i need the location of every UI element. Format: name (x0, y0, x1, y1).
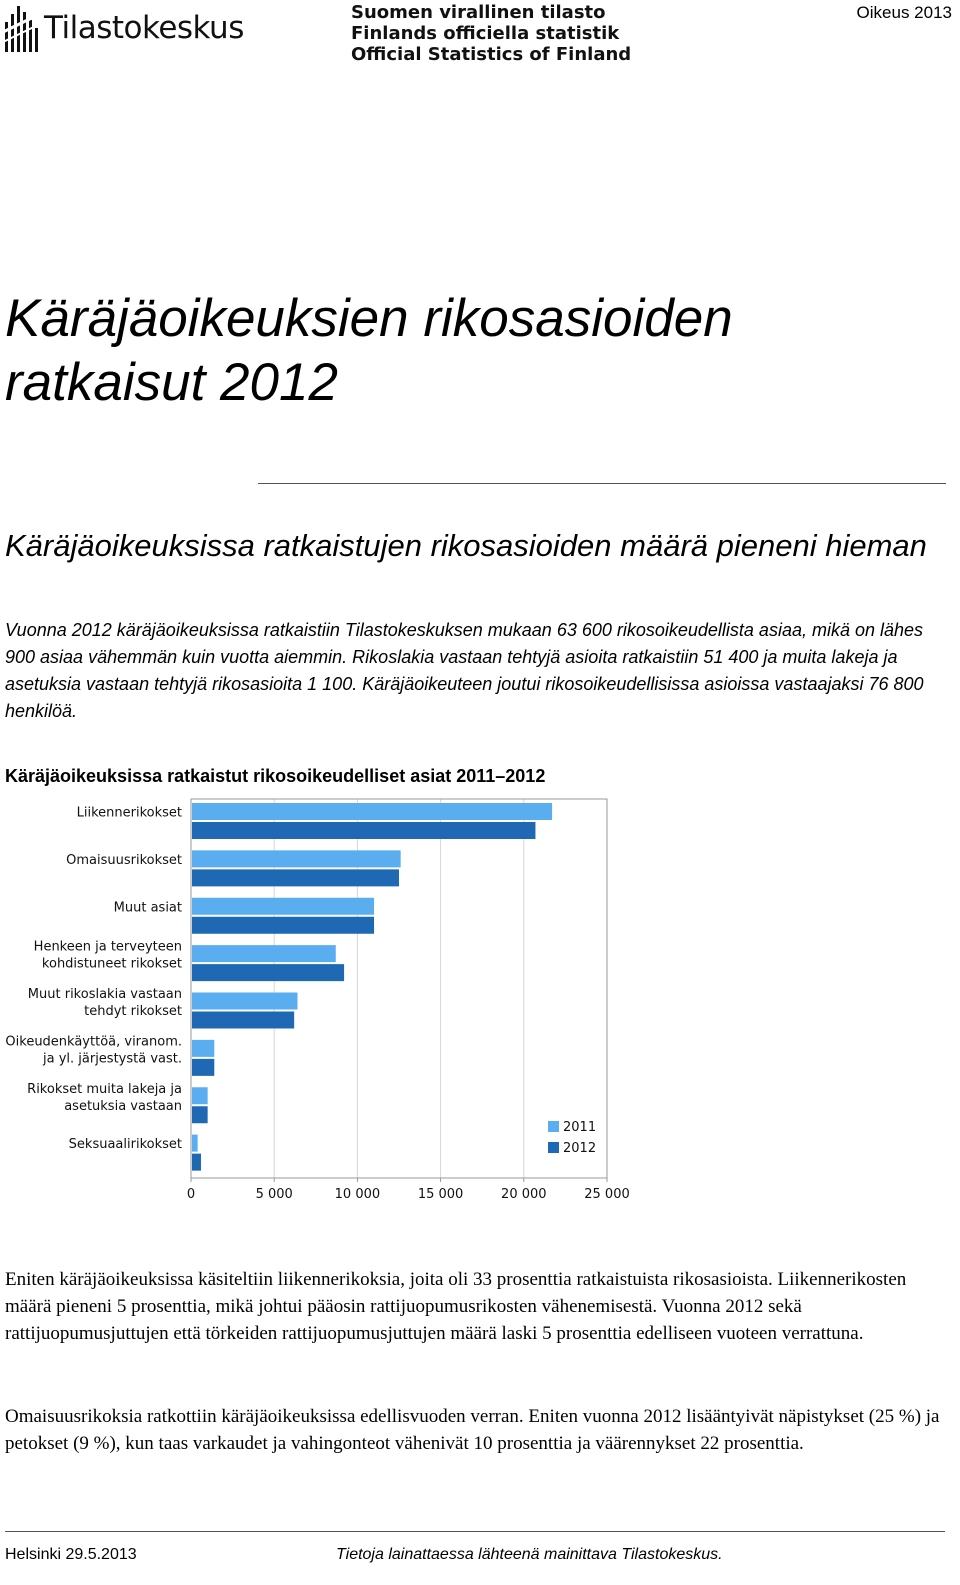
title-divider (258, 483, 946, 484)
bar-2011 (192, 993, 297, 1010)
bar-2012 (192, 917, 374, 934)
bar-2011 (192, 1040, 214, 1057)
category-label: Omaisuusrikokset (66, 852, 182, 868)
bar-2012 (192, 964, 344, 981)
footer-date: Helsinki 29.5.2013 (5, 1546, 137, 1563)
official-statistics-label (351, 2, 631, 65)
bar-2012 (192, 869, 399, 886)
x-tick-label: 5 000 (255, 1187, 293, 1202)
bar-2011 (192, 1087, 208, 1104)
chart-title: Käräjäoikeuksissa ratkaistut rikosoikeudelliset asiat 2011–2012 (5, 766, 546, 786)
category-label: tehdyt rikokset (84, 1004, 182, 1019)
category-label: Henkeen ja terveyteen (33, 939, 182, 955)
legend-swatch-2012 (548, 1142, 559, 1153)
section-heading: Käräjäoikeuksissa ratkaistujen rikosasioiden määrä pieneni hieman (5, 528, 927, 563)
bar-2012 (192, 1106, 208, 1123)
footer-divider (5, 1531, 945, 1532)
bar-2011 (192, 803, 552, 820)
category-label: Muut rikoslakia vastaan (27, 987, 182, 1002)
official-line-fi: Suomen virallinen tilasto (351, 2, 606, 23)
x-tick-label: 25 000 (584, 1187, 630, 1202)
category-label: Liikennerikokset (76, 805, 182, 821)
x-tick-label: 20 000 (501, 1187, 547, 1202)
official-line-en: Official Statistics of Finland (351, 44, 632, 65)
bar-chart (0, 795, 660, 1215)
category-label: ja yl. järjestystä vast. (42, 1051, 182, 1067)
bar-2012 (192, 822, 535, 839)
category-label: Rikokset muita lakeja ja (27, 1081, 182, 1097)
logo-text: Tilastokeskus (44, 10, 244, 46)
bar-2011 (192, 945, 336, 962)
tilastokeskus-logo-icon (2, 2, 42, 56)
legend-label-2011: 2011 (563, 1120, 597, 1135)
legend-label-2012: 2012 (563, 1141, 597, 1156)
category-label: Muut asiat (113, 900, 182, 916)
category-label: Oikeudenkäyttöä, viranom. (5, 1034, 182, 1050)
official-line-sv: Finlands officiella statistik (351, 23, 620, 44)
bar-2012 (192, 1154, 201, 1171)
bar-2011 (192, 850, 401, 867)
category-label: Seksuaalirikokset (68, 1137, 182, 1153)
footer-source-note: Tietoja lainattaessa lähteenä mainittava Tilastokeskus. (336, 1546, 723, 1563)
bar-2011 (192, 898, 374, 915)
body-paragraph-1: Eniten käräjäoikeuksissa käsiteltiin liikennerikoksia, joita oli 33 prosenttia ratkaistuista rikosasioista. Liikennerikosten määrä pieneni 5 prosenttia, mikä johtui pääosin rattijuopumusrikosten vähenemisestä. Vuonna 2012 sekä rattijuopumusjuttujen että törkeiden rattijuopumusjuttujen määrä laski 5 prosenttia edelliseen vuoteen verrattuna. (5, 1269, 907, 1344)
category-label: kohdistuneet rikokset (41, 956, 182, 972)
bar-2012 (192, 1059, 214, 1076)
publication-label: Oikeus 2013 (856, 3, 952, 22)
x-tick-label: 0 (186, 1187, 196, 1202)
body-paragraph-2: Omaisuusrikoksia ratkottiin käräjäoikeuksissa edellisvuoden verran. Eniten vuonna 2012 lisääntyivät näpistykset (25 %) ja petokset (9 %), kun taas varkaudet ja vahingonteot vähenivät 10 prosenttia ja väärennykset 22 prosenttia. (5, 1406, 940, 1454)
tilastokeskus-logo (2, 2, 242, 56)
lead-paragraph: Vuonna 2012 käräjäoikeuksissa ratkaistiin Tilastokeskuksen mukaan 63 600 rikosoikeudellista asiaa, mikä on lähes 900 asiaa vähemmän kuin vuotta aiemmin. Rikoslakia vastaan tehtyjä asioita ratkaistiin 51 400 ja muita lakeja ja asetuksia vastaan tehtyjä rikosasioita 1 100. Käräjäoikeuteen joutui rikosoikeudellisissa asioissa vastaajaksi 76 800 henkilöä. (5, 620, 924, 721)
page-title: Käräjäoikeuksien rikosasioiden ratkaisut 2012 (5, 289, 733, 412)
bar-2012 (192, 1012, 294, 1029)
x-tick-label: 15 000 (417, 1187, 464, 1202)
category-label: asetuksia vastaan (64, 1098, 182, 1114)
bar-2011 (192, 1135, 198, 1152)
legend-swatch-2011 (548, 1121, 559, 1132)
x-tick-label: 10 000 (334, 1187, 381, 1202)
